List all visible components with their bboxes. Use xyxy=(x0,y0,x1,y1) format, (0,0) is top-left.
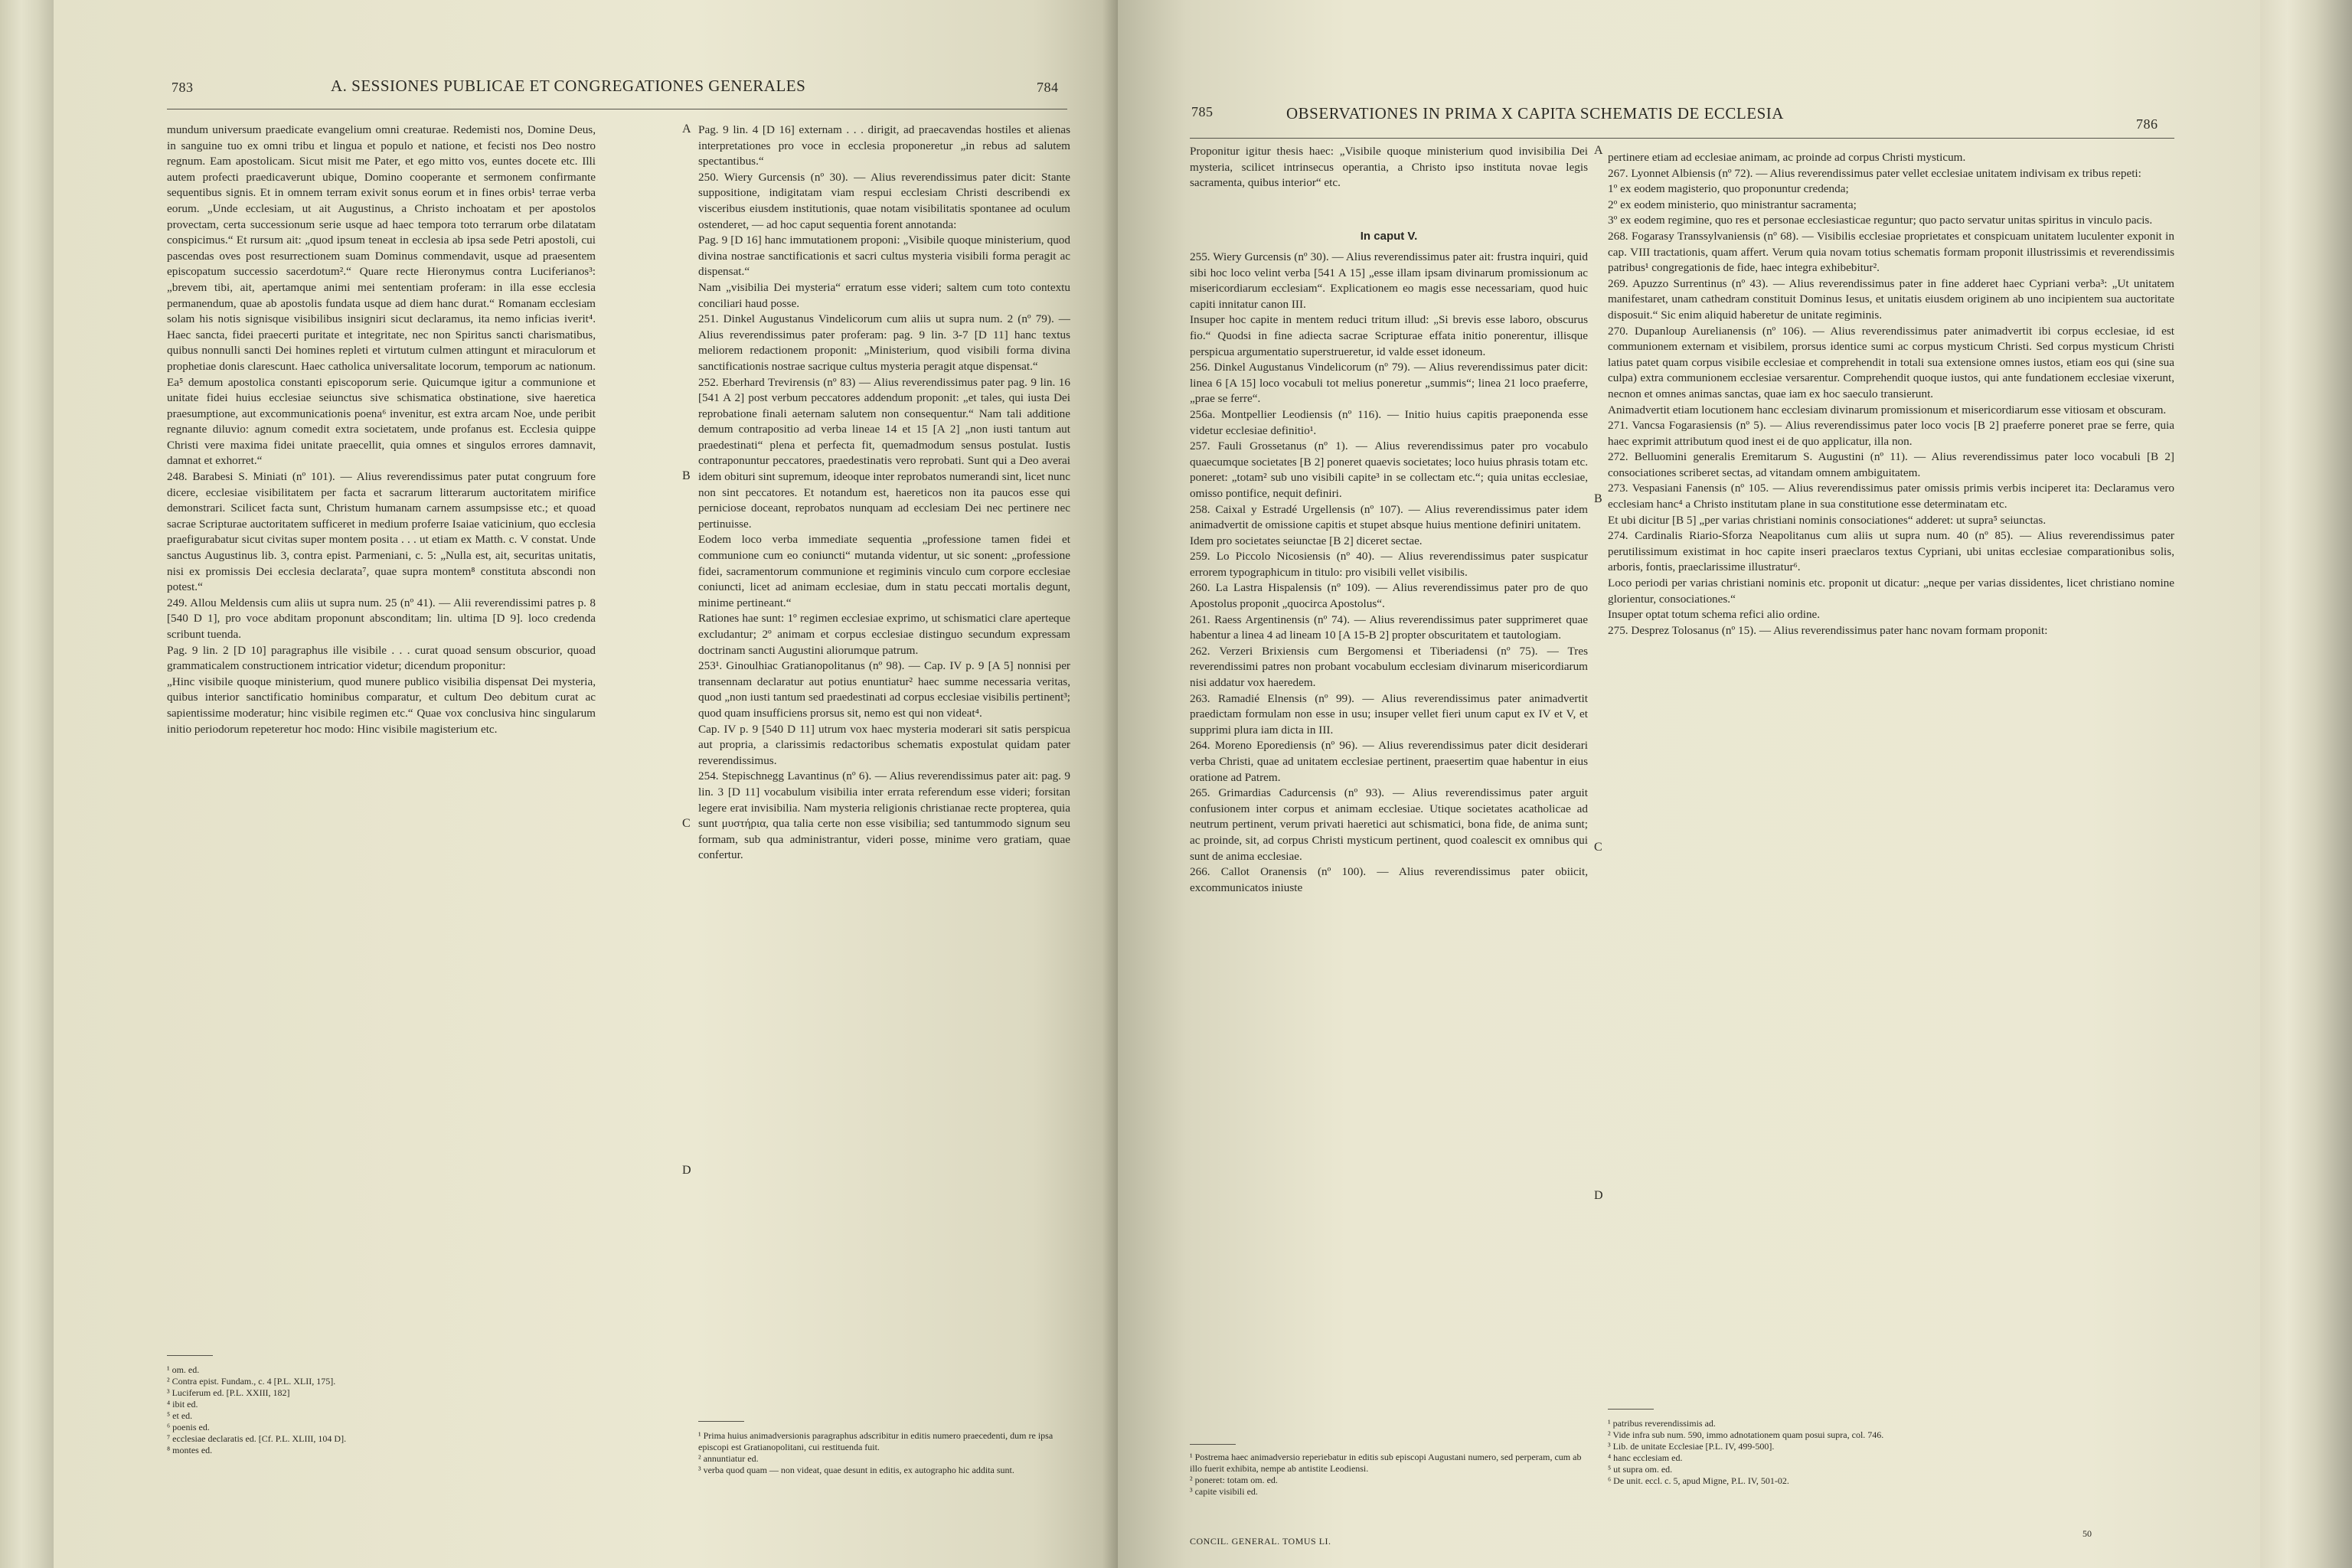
book-edge-left xyxy=(0,0,54,1568)
left-column-2: Pag. 9 lin. 4 [D 16] externam . . . dirigit, ad praecavendas hostiles et alienas interpretationes pro voce in ecclesia proponeretur „in rebus ad salutem spectantibus.“ 250. Wiery Gurcensis (nº 30). — Alius reverendissimus pater dicit: Stante suppositione, indigitatam viam respui ecclesiam Christi describendi ex visceribus eiusdem institutionis, quae notam visibilitatis spontanee ad oculum ostenderet, — ad hoc caput sequentia forent annotanda: Pag. 9 [D 16] hanc immutationem proponi: „Visibile quoque ministerium, quod divina nostrae sanctificationis et sacri cultus mysteria visibili forma peragit ac dispensat.“ Nam „visibilia Dei mysteria“ erratum esse videri; saltem cum toto contextu conciliari haud posse. 251. Dinkel Augustanus Vindelicorum cum aliis ut supra num. 2 (nº 79). — Alius reverendissimus pater proferam: pag. 9 lin. 3-7 [D 11] hanc textus meliorem redactionem proponit: „Ministerium, quod visibili forma divina sanctificationis nostrae sacrique cultus mysteria peragit atque dispensat.“ 252. Eberhard Trevirensis (nº 83) — Alius reverendissimus pater pag. 9 lin. 16 [541 A 2] post verbum peccatores addendum proponit: „et tales, qui iusta Dei reprobatione finali aeternam salutem non consequentur.“ Nam tali additione demum contrapositio ad verba lineae 14 et 15 [A 2] „non iusti tantum aut praedestinati“ plena et perfecta fit, quemadmodum sensus postulat. Iustis contraponuntur peccatores, praedestinatis vero reprobati. Sunt qui a Deo averai idem obituri sint supremum, ideoque inter reprobatos numerandi sint, licet nunc non sint peccatores. Et notandum est, haereticos non ita paucos esse qui perniciose doceant, reprobatos nunquam ad ecclesiam Dei nec pertinere nec pertinuisse. Eodem loco verba immediate sequentia „professione tamen fidei et communione cum eo coniuncti“ mutanda videntur, ut sic sonent: „professione fidei, sacramentorum communione et regiminis vinculo cum corpore ecclesiae coniuncti, licet ad animam ecclesiae, dum in statu peccati mortalis degunt, minime pertineant.“ Rationes hae sunt: 1º regimen ecclesiae exprimo, ut schismatici clare aperteque excludantur; 2º animam et corpus ecclesiae distinguo secundum expressam doctrinam sancti Augustini aliorumque patrum. 253¹. Ginoulhiac Gratianopolitanus (nº 98). — Cap. IV p. 9 [A 5] nonnisi per transennam declaratur aut potius enuntiatur² haec summe necessaria veritas, quod „non iusti tantum sed praedestinati ad corpus ecclesiae visibilis pertinent³; quod quam insufficiens prorsus sit, nemo est qui non videat⁴. Cap. IV p. 9 [540 D 11] utrum vox haec mysteria moderari sit satis perspicua aut propria, a clarissimis redactoribus schematis expostulat quidam pater reverendissimus. 254. Stepischnegg Lavantinus (nº 6). — Alius reverendissimus pater ait: pag. 9 lin. 3 [D 11] vocabulum visibilia inter errata referendum esse videri; forsitan legere erat invisibilia. Nam mysteria religionis christianae recte propterea, quia sunt μυστήρια, qua talia certe non esse visibilia; sed tantummodo signum seu formam, sub qua administrantur, videri posse, minime vero gratiam, quae confertur. xyxy=(698,123,1070,862)
left-margin-letter-d: D xyxy=(682,1164,691,1177)
left-col1-footnote-rule xyxy=(167,1355,213,1356)
left-col2-footnote-rule xyxy=(698,1421,744,1422)
chapter-heading: In caput V. xyxy=(1360,230,1418,243)
right-column-1-footnotes: ¹ Postrema haec animadversio reperiebatur in editis sub episcopi Augustani numero, sed perperam, cum ab illo fuerit exhibita, nempe ab antistite Leodiensi. ² poneret: totam om. ed. ³ capite visibili ed. xyxy=(1190,1452,1582,1497)
left-column-2-footnotes: ¹ Prima huius animadversionis paragraphus adscribitur in editis numero praecedenti, dum re ipsa episcopi est Gratianopolitani, cui restituenda fuit. ² annuntiatur ed. ³ verba quod quam — non videat, quae desunt in editis, ex autographo hic addita sunt. xyxy=(698,1430,1054,1475)
right-page xyxy=(1118,0,2260,1568)
left-running-title: A. SESSIONES PUBLICAE ET CONGREGATIONES GENERALES xyxy=(331,77,806,95)
left-column-1-footnotes: ¹ om. ed. ² Contra epist. Fundam., c. 4 [P.L. XLII, 175]. ³ Luciferum ed. [P.L. XXIII, 182] ⁴ ibit ed. ⁵ et ed. ⁶ poenis ed. ⁷ ecclesiae declaratis ed. [Cf. P.L. XLIII, 104 D]. ⁸ montes ed. xyxy=(167,1364,347,1455)
right-column-2: pertinere etiam ad ecclesiae animam, ac proinde ad corpus Christi mysticum. 267. Lyonnet Albiensis (nº 72). — Alius reverendissimus pater vellet ecclesiae unitatem indivisam ex tribus repeti: 1º ex eodem magisterio, quo proponuntur credenda; 2º ex eodem ministerio, quo ministrantur sacramenta; 3º ex eodem regimine, quo res et personae ecclesiasticae reguntur; quo pacto servatur unitas spiritus in vinculo pacis. 268. Fogarasy Transsylvaniensis (nº 68). — Visibilis ecclesiae proprietates et conspicuam unitatem luculenter exponit in cap. VIII tractationis, quam affert. Verum quia novam totius schematis formam proponit illustrissimis et reverendissimis patribus¹ congregationis de fide, haec integra exhibebitur². 269. Apuzzo Surrentinus (nº 43). — Alius reverendissimus pater in fine adderet haec Cypriani verba³: „Ut unitatem manifestaret, unam cathedram constituit Dominus Iesus, et unitatis eiusdem originem ab uno incipientem sua auctoritate disposuit.“ Sic enim aliquid haberetur de unitate regiminis. 270. Dupanloup Aurelianensis (nº 106). — Alius reverendissimus pater animadvertit ibi corpus ecclesiae, id est communionem externam et visibilem, prorsus identice sumi ac corpus mysticum Christi. Sed corpus mysticum Christi latius patet quam corpus visibile ecclesiae et comprehendit in totali sua extensione omnes iustos, etiam eos qui (sine sua culpa) extra communionem ecclesiae versarentur. Comprehendit quoque iustos, qui ante fundationem ecclesiae vixerunt, necnon et omnes animas sanctas, quae iam ex hoc saeculo transierunt. Animadvertit etiam locutionem hanc ecclesiam divinarum promissionum et misericordiarum esse vitiosam et obscuram. 271. Vancsa Fogarasiensis (nº 5). — Alius reverendissimus pater loco vocis [B 2] praeferre poneret prae se ferre, quia haec exprimit attributum quod inest ei de quo applicatur, illa non. 272. Belluomini generalis Eremitarum S. Augustini (nº 11). — Alius reverendissimus pater loco vocabuli [B 2] consociationes scriberet sectas, ad vitandam omnem ambiguitatem. 273. Vespasiani Fanensis (nº 105. — Alius reverendissimus pater omissis primis verbis inciperet ita: Declaramus vero ecclesiam hanc⁴ a Christo institutam plane in sua constitutione esse determinatam etc. Et ubi dicitur [B 5] „per varias christiani nominis consociationes“ adderet: ut supra⁵ seiunctas. 274. Cardinalis Riario-Sforza Neapolitanus cum aliis ut supra num. 40 (nº 85). — Alius reverendissimus pater perutilissimum existimat in hoc capite inseri praeclaros textus Cypriani, ubi unitas ecclesiae comparationibus solis, arboris, fontis, praeclarissime illustratur⁶. Loco periodi per varias christiani nominis etc. proponit ut dicatur: „neque per varias dissidentes, licet christiano nomine glorientur, consociationes.“ Insuper optat totum schema refici alio ordine. 275. Desprez Tolosanus (nº 15). — Alius reverendissimus pater hanc novam formam proponit: xyxy=(1608,151,2174,637)
right-column-1: 255. Wiery Gurcensis (nº 30). — Alius reverendissimus pater ait: frustra inquiri, quid sibi hoc loco velint verba [541 A 15] „esse illam ipsam divinarum promissionum ac misericordiarum ecclesiam“. Explicationem eo magis esse necessariam, quod huic capiti innitatur canon III. Insuper hoc capite in mentem reduci tritum illud: „Si brevis esse laboro, obscurus fio.“ Quodsi in fine adiecta sacrae Scripturae effata initio ponerentur, illisque perspicua argumentatio superstrueretur, id valde esset idoneum. 256. Dinkel Augustanus Vindelicorum (nº 79). — Alius reverendissimus pater dicit: lineа 6 [A 15] loco vocabuli tot melius poneretur „summis“; linea 21 loco praeferre, „prae se ferre“. 256a. Montpellier Leodiensis (nº 116). — Initio huius capitis praeponenda esse videtur ecclesiae definitio¹. 257. Fauli Grossetanus (nº 1). — Alius reverendissimus pater pro vocabulo quaecumque societates [B 2] poneret quaevis societates; loco huius phrasis totam etc. poneret: „totam² sub uno visibili capite³ in se collectam etc.“; quia unitas ecclesiae, omisso pontifice, nequit definiri. 258. Caixal y Estradé Urgellensis (nº 107). — Alius reverendissimus pater idem animadvertit de omissione capitis et stupet absque huius mentione definiri unitatem. Idem pro societates seiunctae [B 2] diceret sectae. 259. Lo Piccolo Nicosiensis (nº 40). — Alius reverendissimus pater suspicatur errorem typographicum in titulo: pro visibili vellet visibilis. 260. La Lastra Hispalensis (nº 109). — Alius reverendissimus pater pro de quo Apostolus proponit „quocirca Apostolus“. 261. Raess Argentinensis (nº 74). — Alius reverendissimus pater supprimeret quae habentur a linea 4 ad lineam 10 [A 15-B 2] propter obscuritatem et tautologiam. 262. Verzeri Brixiensis cum Bergomensi et Tiberiadensi (nº 75). — Tres reverendissimi patres non probant vocabulum ecclesiam divinarum misericordiarum nisi addatur vox haeredem. 263. Ramadié Elnensis (nº 99). — Alius reverendissimus pater animadvertit praedictam formulam non esse in usu; insuper vellet fieri unum caput ex IV et V, et supprimi plura iam dicta in III. 264. Moreno Eporediensis (nº 96). — Alius reverendissimus pater dicit desiderari verba Christi, quae ad unitatem ecclesiae pertinent, praesertim quae habentur in eius oratione ad Patrem. 265. Grimardias Cadurcensis (nº 93). — Alius reverendissimus pater arguit confusionem inter corpus et animam ecclesiae. Utique societates acatholicae ad neutrum pertinent, verum privati haeretici aut schismatici, bona fide, de anima sunt; ac proinde, sit, ad corpus Christi mysticum pertinent, quod coalescit ex omnibus qui sunt de anima ecclesiae. 266. Callot Oranensis (nº 100). — Alius reverendissimus pater obiicit, excommunicatos iniuste xyxy=(1190,250,1588,894)
page-number-786: 786 xyxy=(2136,116,2158,132)
page-number-785: 785 xyxy=(1191,104,1214,119)
left-margin-letter-c: C xyxy=(682,817,691,830)
right-margin-letter-a: A xyxy=(1594,144,1603,157)
signature-number: 50 xyxy=(2082,1528,2092,1539)
left-margin-letter-b: B xyxy=(682,469,691,482)
right-running-title: OBSERVATIONES IN PRIMA X CAPITA SCHEMATIS DE ECCLESIA xyxy=(1286,104,1784,122)
right-col1-footnote-rule xyxy=(1190,1444,1236,1445)
page-number-784: 784 xyxy=(1037,80,1059,95)
left-margin-letter-a: A xyxy=(682,122,691,136)
left-column-1: mundum universum praedicate evangelium omni creaturae. Redemisti nos, Domine Deus, in sanguine tuo ex omni tribu et lingua et populo et natione, et fecisti nos Deo nostro regnum. Eam apostolicam. Sicut misit me Pater, et ego mitto vos, euntes docete etc. Illi autem profecti praedicaverunt ubique, Domino cooperante et sermonem confirmante sequentibus signis. Et in omnem terram exivit sonus eorum et in fines orbis¹ terrae verba eorum. „Unde ecclesiam, ut ait Augustinus, a Christo inchoatam et per apostolos provectam, certa successionum serie usque ad haec tempora toto terrarum orbe dilatatam conspicimus.“ Et rursum ait: „quod ipsum teneat in ecclesia ab ipsa sede Petri apostoli, cui pascendas oves post resurrectionem suam Dominus commendavit, usque ad praesentem episcopatum successio sacerdotum².“ Quare recte Hieronymus contra Luciferianos³: „brevem tibi, ait, apertamque animi mei sententiam proferam: in illa esse ecclesia permanendum, quae ab apostolis fundata usque ad diem hanc durat.“ Romanam ecclesiam solam his notis signisque visibilibus insigniri sicut declaramus, ita nemo inficias iverit⁴. Haec sancta, fidei praecerti puritate et integritate, nec non Spiritus sancti charismatibus, quibus nonnulli sancti Dei homines repleti et virtutum culmen attingunt et miraculorum et prophetiae donis clarescunt. Haec catholica universalitate locorum, temporum ac nationum. Ea⁵ demum apostolica constanti episcoporum serie. Quicumque igitur a communione et unitate fidei huius ecclesiae seiunctus sive schismatica obstinatione, sive haeretica praesumptione, aut excommunicationis poena⁶ invenitur, est extra arcam Noe, unde peribit regnante diluvio: agnum comedit extra societatem, unde profanus est. Ecclesia quippe Christi vere maxima fidei unitate praecellit, quia omnes et singulos errores damnavit, damnat et exhorret.“ 248. Barabesi S. Miniati (nº 101). — Alius reverendissimus pater putat congruum fore dicere, ecclesiae visibilitatem per facta et sacrarum litterarum auctoritatem mirifice demonstrari. Scilicet facta sunt, Christum humanam carnem assumpsisse etc.; et quoad sacrae Scripturae auctoritatem sufficeret in medium proferre Isaiae vaticinium, quo ecclesia praefigurabatur sicut civitas super montem posita . . . ut etiam ex Matth. c. V constat. Unde sanctus Augustinus lib. 3, contra epist. Parmeniani, c. 5: „Nulla est, ait, securitas unitatis, nisi ex promissis Dei ecclesia declarata⁷, quae supra montem⁸ constituta abscondi non potest.“ 249. Allou Meldensis cum aliis ut supra num. 25 (nº 41). — Alii reverendissimi patres p. 8 [540 D 1], pro voce abditam proponunt absconditam; lin. ultima [D 9]. loco credenda scribunt tuenda. Pag. 9 lin. 2 [D 10] paragraphus ille visibile . . . curat quoad sensum obscurior, quoad grammaticalem constructionem intricatior videtur; dicendum proponitur: „Hinc visibile quoque ministerium, quod munere publico visibilia dispensat Dei mysteria, quibus interior sanctificatio hominibus comparatur, et cultum Deo debitum curat ac sapientissime moderatur; hinc visibile regimen etc.“ Quae vox conclusiva hinc singularum initio periodorum repeteretur hoc modo: Hinc visibile magisterium etc. xyxy=(167,123,596,736)
page-number-783: 783 xyxy=(172,80,194,95)
right-margin-letter-d: D xyxy=(1594,1189,1603,1202)
right-column-1-intro: Proponitur igitur thesis haec: „Visibile quoque ministerium quod invisibilia Dei mysteria, scilicet intrinsecus operantia, a Christo ipso instituta novae legis sacramenta, quibus interior“ etc. xyxy=(1190,145,1588,190)
right-col2-footnote-rule xyxy=(1608,1409,1654,1410)
right-margin-letter-c: C xyxy=(1594,841,1602,854)
right-header-rule xyxy=(1190,138,2174,139)
right-column-2-footnotes: ¹ patribus reverendissimis ad. ² Vide infra sub num. 590, immo adnotationem quam posui supra, col. 746. ³ Lib. de unitate Ecclesiae [P.L. IV, 499-500]. ⁴ hanc ecclesiam ed. ⁵ ut supra om. ed. ⁶ De unit. eccl. c. 5, apud Migne, P.L. IV, 501-02. xyxy=(1608,1418,1884,1486)
right-margin-letter-b: B xyxy=(1594,492,1602,505)
left-page xyxy=(54,0,1118,1568)
book-edge-right xyxy=(2260,0,2352,1568)
volume-signature: CONCIL. GENERAL. TOMUS LI. xyxy=(1190,1536,1331,1547)
